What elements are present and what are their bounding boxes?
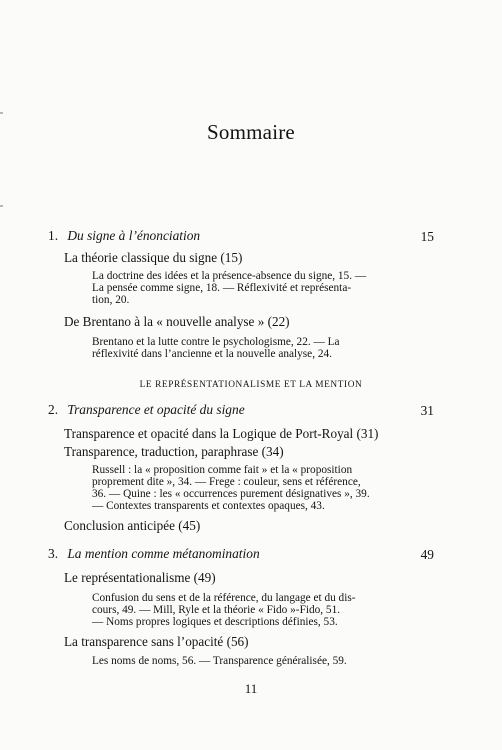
chapter-title: La mention comme métanomination <box>67 546 260 561</box>
page-number: 11 <box>244 681 258 696</box>
section-summary <box>92 464 404 512</box>
chapter-page-number: 15 <box>420 229 434 244</box>
chapter-title: Du signe à l’énonciation <box>67 228 201 243</box>
part-divider: LE REPRÉSENTATIONALISME ET LA MENTION <box>139 380 363 390</box>
scan-edge-mark <box>0 112 3 114</box>
summary-line: cours, 49. — Mill, Ryle et la théorie « Fido »-Fido, 51. <box>92 604 341 616</box>
chapter-page-number: 49 <box>420 547 434 562</box>
summary-line: Confusion du sens et de la référence, du langage et du dis- <box>92 592 356 604</box>
summary-line: 36. — Quine : les « occurrences purement désignatives », 39. <box>92 488 370 500</box>
section-summary <box>92 336 404 360</box>
summary-line: — Noms propres logiques et descriptions définies, 53. <box>92 616 338 628</box>
summary-line: La doctrine des idées et la présence-absence du signe, 15. — <box>92 270 367 282</box>
page-title: Sommaire <box>207 120 295 144</box>
summary-line: tion, 20. <box>92 294 130 306</box>
chapter-number: 2. <box>48 402 59 417</box>
summary-line: Les noms de noms, 56. — Transparence généralisée, 59. <box>92 655 347 667</box>
summary-line: Brentano et la lutte contre le psychologisme, 22. — La <box>92 336 340 348</box>
summary-line: proprement dite », 34. — Frege : couleur, sens et référence, <box>92 476 361 488</box>
summary-line: — Contextes transparents et contextes opaques, 43. <box>92 500 325 512</box>
section-heading: Conclusion anticipée (45) <box>64 518 201 533</box>
section-heading: Transparence, traduction, paraphrase (34) <box>64 444 284 459</box>
summary-line: La pensée comme signe, 18. — Réflexivité et représenta- <box>92 282 352 294</box>
scan-edge-mark <box>0 205 3 207</box>
section-heading: La transparence sans l’opacité (56) <box>64 634 249 649</box>
chapter-heading-3 <box>48 546 440 562</box>
section-summary <box>92 655 404 667</box>
section-summary <box>92 270 404 306</box>
chapter-heading-2 <box>48 402 440 418</box>
chapter-title: Transparence et opacité du signe <box>67 402 245 417</box>
chapter-page-number: 31 <box>420 403 434 418</box>
chapter-number: 1. <box>48 228 59 243</box>
section-heading: Transparence et opacité dans la Logique de Port-Royal (31) <box>64 426 379 441</box>
chapter-heading-1 <box>48 228 440 244</box>
summary-line: Russell : la « proposition comme fait » et la « proposition <box>92 464 353 476</box>
summary-line: réflexivité dans l’ancienne et la nouvelle analyse, 24. <box>92 348 332 360</box>
section-heading: Le représentationalisme (49) <box>64 570 216 585</box>
section-heading: La théorie classique du signe (15) <box>64 250 243 265</box>
chapter-number: 3. <box>48 546 59 561</box>
section-heading: De Brentano à la « nouvelle analyse » (22) <box>64 314 290 329</box>
section-summary <box>92 592 404 628</box>
